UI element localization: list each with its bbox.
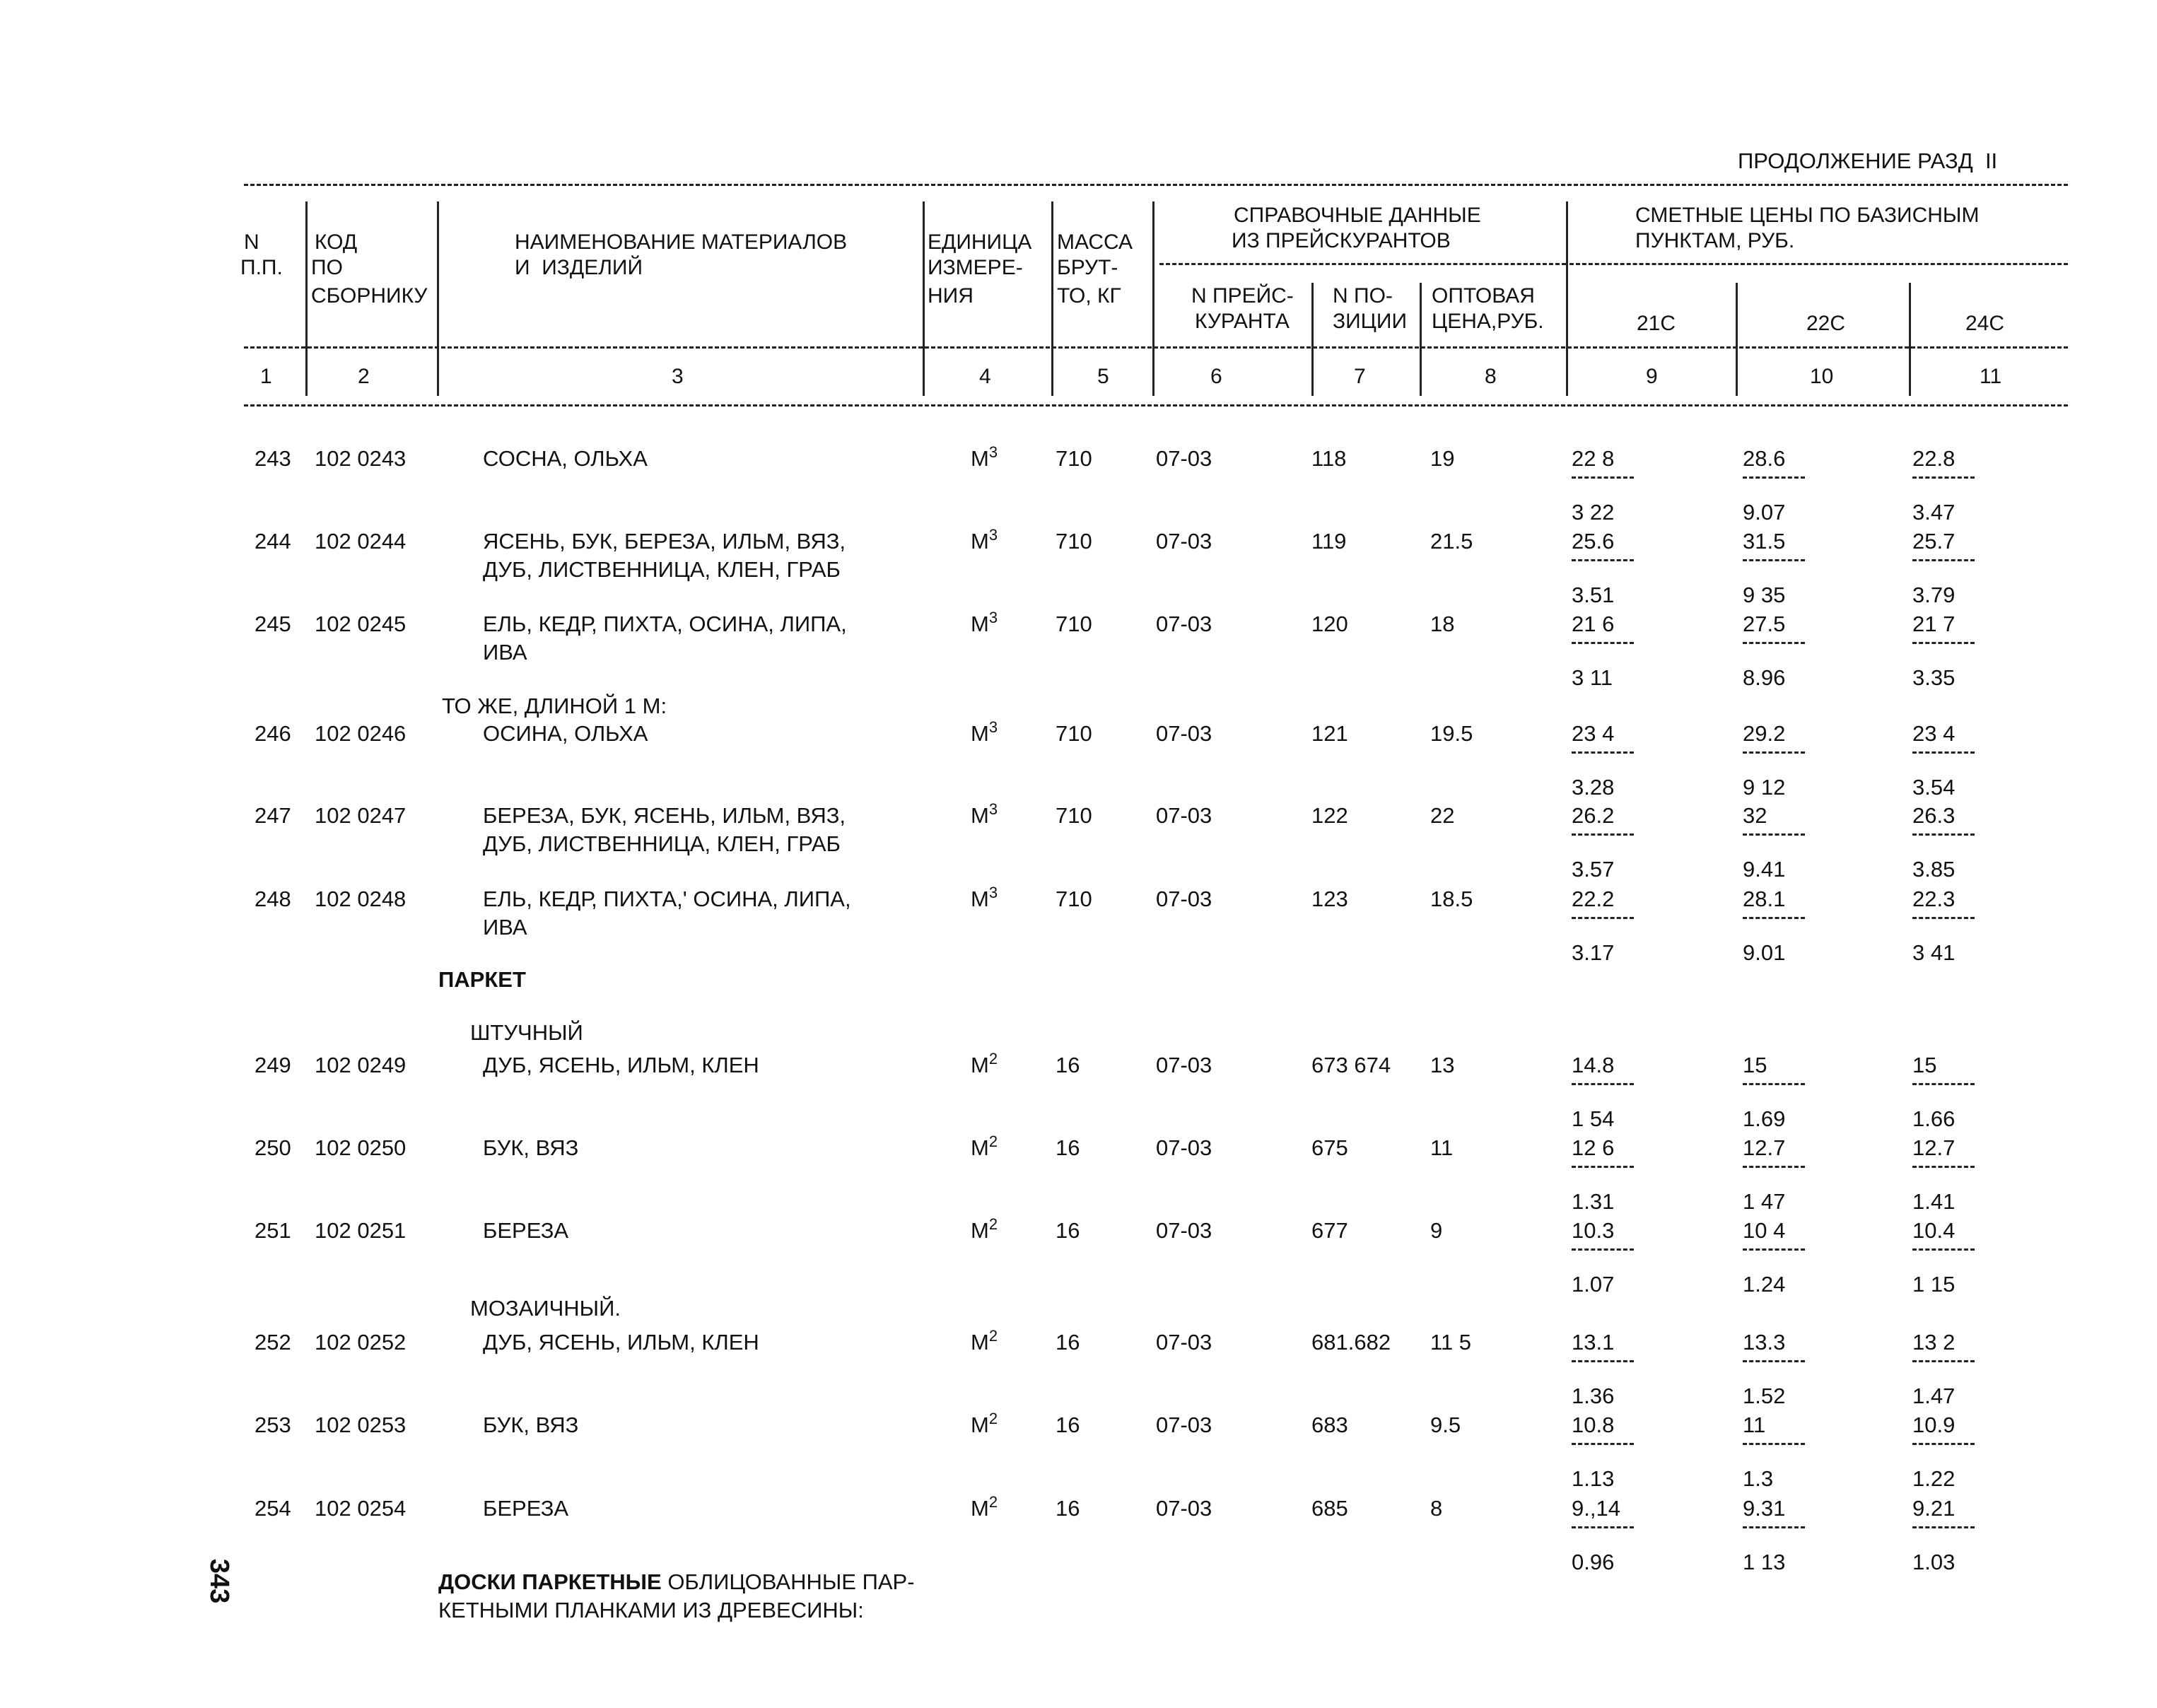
col2-header-line3: СБОРНИКУ [311, 284, 428, 308]
row-p24-numerator: 21 7 [1912, 612, 1956, 636]
row-mass: 710 [1056, 721, 1092, 746]
group-label-parquet: ПАРКЕТ [438, 967, 526, 992]
row-wholesale-price: 19.5 [1430, 721, 1473, 746]
row-unit [971, 884, 998, 911]
row-p24-numerator: 10.9 [1912, 1412, 1956, 1437]
row-unit-power: 3 [988, 718, 998, 736]
row-unit-power: 2 [988, 1215, 998, 1233]
col3-header-line1: НАИМЕНОВАНИЕ МАТЕРИАЛОВ [515, 230, 848, 254]
fraction-rule [1572, 1166, 1634, 1168]
fraction-rule [1572, 833, 1634, 836]
row-p21-denominator: 1.31 [1572, 1189, 1615, 1214]
row-number: 250 [255, 1135, 291, 1160]
col-number-4: 4 [979, 365, 991, 388]
row-unit-letter: М [971, 612, 989, 636]
col5-header-line1: МАССА [1057, 230, 1133, 254]
fraction-rule [1912, 476, 1975, 479]
row-unit-letter: М [971, 803, 989, 828]
fraction-rule [1743, 559, 1805, 561]
row-name-line: ЕЛЬ, КЕДР, ПИХТА,' ОСИНА, ЛИПА, [483, 887, 851, 911]
row-pricelist-number: 07-03 [1156, 1218, 1212, 1243]
boards-bold-text: ДОСКИ ПАРКЕТНЫЕ [438, 1569, 662, 1594]
row-code: 102 0245 [315, 612, 407, 636]
row-code: 102 0249 [315, 1053, 407, 1077]
fraction-rule [1743, 1248, 1805, 1251]
fraction-rule [1572, 1248, 1634, 1251]
row-p24-denominator: 1 15 [1912, 1272, 1956, 1297]
row-p22-numerator: 10 4 [1743, 1218, 1786, 1243]
fraction-rule [1912, 751, 1975, 754]
row-mass: 16 [1056, 1496, 1080, 1521]
row-pricelist-number: 07-03 [1156, 1496, 1212, 1521]
row-p22-denominator: 9.01 [1743, 940, 1786, 965]
fraction-rule [1743, 833, 1805, 836]
row-pricelist-number: 07-03 [1156, 529, 1212, 554]
row-mass: 710 [1056, 612, 1092, 636]
row-unit [971, 609, 998, 636]
row-p24-numerator: 12.7 [1912, 1135, 1956, 1160]
row-unit-letter: М [971, 1218, 989, 1243]
row-pricelist-number: 07-03 [1156, 721, 1212, 746]
fraction-rule [1743, 1360, 1805, 1362]
header-divider [923, 201, 925, 396]
row-p21-numerator: 14.8 [1572, 1053, 1615, 1077]
group-label-mosaic: МОЗАИЧНЫЙ. [470, 1296, 621, 1321]
row-name-line: СОСНА, ОЛЬХА [483, 446, 648, 471]
row-p24-denominator: 1.22 [1912, 1466, 1956, 1491]
header-divider [437, 201, 439, 396]
row-unit [971, 1410, 998, 1437]
col9-header: 21С [1637, 312, 1676, 335]
page-number: 343 [204, 1558, 235, 1604]
row-unit-power: 3 [988, 800, 998, 818]
row-number: 247 [255, 803, 291, 828]
row-name-line: БЕРЕЗА [483, 1496, 569, 1521]
row-wholesale-price: 22 [1430, 803, 1455, 828]
row-wholesale-price: 9 [1430, 1218, 1443, 1243]
fraction-rule [1572, 476, 1634, 479]
row-p24-numerator: 26.3 [1912, 803, 1956, 828]
row-pricelist-number: 07-03 [1156, 1412, 1212, 1437]
row-p21-numerator: 25.6 [1572, 529, 1615, 554]
row-code: 102 0247 [315, 803, 407, 828]
row-number: 244 [255, 529, 291, 554]
row-unit-letter: М [971, 1135, 989, 1160]
row-position-number: 123 [1311, 887, 1348, 911]
row-unit [971, 1133, 998, 1160]
col6-header-line2: КУРАНТА [1195, 310, 1290, 333]
row-name-line: ОСИНА, ОЛЬХА [483, 721, 648, 746]
row-code: 102 0243 [315, 446, 407, 471]
row-unit-power: 2 [988, 1050, 998, 1068]
fraction-rule [1743, 751, 1805, 754]
row-p22-denominator: 1.52 [1743, 1384, 1786, 1408]
row-unit-letter: М [971, 1412, 989, 1437]
row-number: 254 [255, 1496, 291, 1521]
col2-header-line2: ПО [311, 256, 343, 279]
col4-header-line2: ИЗМЕРЕ- [928, 256, 1023, 279]
row-name-line: ЕЛЬ, КЕДР, ПИХТА, ОСИНА, ЛИПА, [483, 612, 847, 636]
fraction-rule [1743, 1443, 1805, 1445]
col8-header-line2: ЦЕНА,РУБ. [1432, 310, 1544, 333]
header-mid-rule [244, 346, 2068, 349]
row-unit [971, 1493, 998, 1521]
row-code: 102 0244 [315, 529, 407, 554]
row-unit [971, 526, 998, 554]
row-p22-denominator: 1.24 [1743, 1272, 1786, 1297]
col5-header-line3: ТО, КГ [1057, 284, 1121, 308]
row-unit-power: 2 [988, 1327, 998, 1345]
row-unit-power: 3 [988, 609, 998, 626]
row-pricelist-number: 07-03 [1156, 446, 1212, 471]
row-name-line: ДУБ, ЛИСТВЕННИЦА, КЛЕН, ГРАБ [483, 831, 841, 856]
col-number-6: 6 [1210, 365, 1222, 388]
row-wholesale-price: 18 [1430, 612, 1455, 636]
col-number-5: 5 [1097, 365, 1109, 388]
row-mass: 16 [1056, 1330, 1080, 1355]
fraction-rule [1743, 642, 1805, 644]
fraction-rule [1743, 1166, 1805, 1168]
row-p24-numerator: 9.21 [1912, 1496, 1956, 1521]
row-code: 102 0248 [315, 887, 407, 911]
row-p21-numerator: 22.2 [1572, 887, 1615, 911]
row-number: 246 [255, 721, 291, 746]
row-p21-denominator: 3.17 [1572, 940, 1615, 965]
row-p22-numerator: 28.6 [1743, 446, 1786, 471]
row-p22-numerator: 32 [1743, 803, 1767, 828]
row-p21-denominator: 1 54 [1572, 1106, 1615, 1131]
row-p22-numerator: 15 [1743, 1053, 1767, 1077]
row-p22-numerator: 29.2 [1743, 721, 1786, 746]
row-p21-numerator: 21 6 [1572, 612, 1615, 636]
header-divider [1909, 283, 1911, 396]
row-number: 245 [255, 612, 291, 636]
row-p24-numerator: 22.3 [1912, 887, 1956, 911]
row-p21-numerator: 13.1 [1572, 1330, 1615, 1355]
row-p22-numerator: 11 [1743, 1412, 1766, 1437]
row-number: 248 [255, 887, 291, 911]
row-p21-numerator: 26.2 [1572, 803, 1615, 828]
fraction-rule [1912, 1526, 1975, 1528]
row-position-number: 675 [1311, 1135, 1348, 1160]
header-divider [1051, 201, 1053, 396]
row-p24-denominator: 3.85 [1912, 857, 1956, 882]
row-pricelist-number: 07-03 [1156, 1053, 1212, 1077]
col11-header: 24С [1965, 312, 2005, 335]
row-p21-numerator: 23 4 [1572, 721, 1615, 746]
row-p21-denominator: 1.13 [1572, 1466, 1615, 1491]
row-p22-numerator: 12.7 [1743, 1135, 1786, 1160]
col10-header: 22С [1806, 312, 1846, 335]
row-p21-denominator: 3.28 [1572, 775, 1615, 800]
row-position-number: 677 [1311, 1218, 1348, 1243]
row-unit-power: 2 [988, 1410, 998, 1427]
row-wholesale-price: 11 [1430, 1135, 1454, 1160]
ref-group-rule [1159, 263, 1566, 265]
row-mass: 16 [1056, 1135, 1080, 1160]
row-p24-numerator: 15 [1912, 1053, 1937, 1077]
row-p22-numerator: 27.5 [1743, 612, 1786, 636]
row-p24-denominator: 3.79 [1912, 583, 1956, 607]
ref-group-header-line2: ИЗ ПРЕЙСКУРАНТОВ [1232, 229, 1451, 252]
row-mass: 710 [1056, 446, 1092, 471]
row-p24-denominator: 1.41 [1912, 1189, 1956, 1214]
row-p22-numerator: 31.5 [1743, 529, 1786, 554]
row-p21-denominator: 3.57 [1572, 857, 1615, 882]
row-code: 102 0253 [315, 1412, 407, 1437]
col-number-1: 1 [260, 365, 272, 388]
row-p24-denominator: 3.54 [1912, 775, 1956, 800]
fraction-rule [1743, 1526, 1805, 1528]
row-p22-denominator: 1 47 [1743, 1189, 1786, 1214]
row-position-number: 683 [1311, 1412, 1348, 1437]
row-unit-letter: М [971, 529, 989, 554]
ref-group-header-line1: СПРАВОЧНЫЕ ДАННЫЕ [1234, 204, 1481, 227]
row-name-line: ЯСЕНЬ, БУК, БЕРЕЗА, ИЛЬМ, ВЯЗ, [483, 529, 846, 554]
row-p22-denominator: 9 12 [1743, 775, 1786, 800]
row-p21-denominator: 1.36 [1572, 1384, 1615, 1408]
row-position-number: 122 [1311, 803, 1348, 828]
fraction-rule [1912, 1248, 1975, 1251]
row-p24-denominator: 1.03 [1912, 1550, 1956, 1574]
col-number-7: 7 [1354, 365, 1366, 388]
row-unit-power: 2 [988, 1493, 998, 1511]
row-name-line: ДУБ, ЛИСТВЕННИЦА, КЛЕН, ГРАБ [483, 557, 841, 582]
row-code: 102 0252 [315, 1330, 407, 1355]
row-wholesale-price: 18.5 [1430, 887, 1473, 911]
row-position-number: 685 [1311, 1496, 1348, 1521]
row-p24-numerator: 22.8 [1912, 446, 1956, 471]
row-p24-numerator: 10.4 [1912, 1218, 1956, 1243]
header-bottom-rule [244, 404, 2068, 406]
fraction-rule [1572, 642, 1634, 644]
row-p24-denominator: 3.47 [1912, 500, 1956, 525]
col5-header-line2: БРУТ- [1057, 256, 1118, 279]
row-p21-denominator: 3 11 [1572, 665, 1613, 690]
header-divider [1311, 283, 1314, 396]
row-unit-letter: М [971, 887, 989, 911]
fraction-rule [1572, 559, 1634, 561]
row-p22-denominator: 1 13 [1743, 1550, 1786, 1574]
row-p24-denominator: 1.47 [1912, 1384, 1956, 1408]
price-group-rule [1569, 263, 2068, 265]
header-divider [1566, 201, 1568, 396]
fraction-rule [1912, 1083, 1975, 1085]
row-unit-letter: М [971, 1330, 989, 1355]
header-divider [1420, 283, 1422, 396]
col3-header-line2: И ИЗДЕЛИЙ [515, 256, 643, 279]
row-mass: 16 [1056, 1053, 1080, 1077]
header-top-rule [244, 184, 2068, 186]
fraction-rule [1572, 751, 1634, 754]
row-p24-denominator: 1.66 [1912, 1106, 1956, 1131]
row-name-line: БЕРЕЗА [483, 1218, 569, 1243]
row-pricelist-number: 07-03 [1156, 887, 1212, 911]
row-unit-letter: М [971, 1053, 989, 1077]
boards-rest-text: ОБЛИЦОВАННЫЕ ПАР- [661, 1569, 915, 1594]
fraction-rule [1912, 1443, 1975, 1445]
row-wholesale-price: 8 [1430, 1496, 1443, 1521]
row-code: 102 0250 [315, 1135, 407, 1160]
group-label-boards-line1 [438, 1571, 915, 1593]
row-p22-denominator: 1.3 [1743, 1466, 1774, 1491]
fraction-rule [1572, 1360, 1634, 1362]
col8-header-line1: ОПТОВАЯ [1432, 284, 1535, 308]
row-wholesale-price: 19 [1430, 446, 1455, 471]
row-pricelist-number: 07-03 [1156, 803, 1212, 828]
row-name-line: ДУБ, ЯСЕНЬ, ИЛЬМ, КЛЕН [483, 1053, 759, 1077]
row-pricelist-number: 07-03 [1156, 1135, 1212, 1160]
row-p21-numerator: 10.8 [1572, 1412, 1615, 1437]
fraction-rule [1572, 1443, 1634, 1445]
row-code: 102 0251 [315, 1218, 407, 1243]
row-code: 102 0254 [315, 1496, 407, 1521]
fraction-rule [1572, 917, 1634, 919]
row-p21-numerator: 12 6 [1572, 1135, 1615, 1160]
row-unit-power: 3 [988, 884, 998, 901]
col7-header-line2: ЗИЦИИ [1333, 310, 1407, 333]
fraction-rule [1912, 1360, 1975, 1362]
row-position-number: 119 [1311, 529, 1347, 554]
col1-header-line2: П.П. [240, 256, 283, 279]
row-p24-numerator: 25.7 [1912, 529, 1956, 554]
row-unit-letter: М [971, 1496, 989, 1521]
row-number: 253 [255, 1412, 291, 1437]
header-divider [305, 361, 308, 392]
row-unit-power: 3 [988, 526, 998, 544]
row-name-line: БУК, ВЯЗ [483, 1412, 579, 1437]
row-p24-numerator: 13 2 [1912, 1330, 1956, 1355]
row-p22-numerator: 28.1 [1743, 887, 1786, 911]
row-wholesale-price: 13 [1430, 1053, 1455, 1077]
row-position-number: 681.682 [1311, 1330, 1391, 1355]
row-number: 249 [255, 1053, 291, 1077]
col2-header-line1: КОД [315, 230, 358, 254]
fraction-rule [1743, 917, 1805, 919]
row-p21-denominator: 3.51 [1572, 583, 1615, 607]
row-unit [971, 443, 998, 471]
row-mass: 16 [1056, 1218, 1080, 1243]
group-label-piece: ШТУЧНЫЙ [470, 1020, 583, 1045]
row-p21-numerator: 9.,14 [1572, 1496, 1620, 1521]
row-wholesale-price: 9.5 [1430, 1412, 1461, 1437]
col6-header-line1: N ПРЕЙС- [1191, 284, 1294, 308]
row-position-number: 120 [1311, 612, 1348, 636]
fraction-rule [1912, 833, 1975, 836]
row-wholesale-price: 11 5 [1430, 1330, 1472, 1355]
fraction-rule [1572, 1526, 1634, 1528]
row-code: 102 0246 [315, 721, 407, 746]
row-unit [971, 1050, 998, 1077]
row-position-number: 121 [1311, 721, 1348, 746]
row-number: 252 [255, 1330, 291, 1355]
row-position-number: 673 674 [1311, 1053, 1391, 1077]
row-unit-power: 2 [988, 1133, 998, 1150]
fraction-rule [1912, 917, 1975, 919]
col4-header-line3: НИЯ [928, 284, 974, 308]
col4-header-line1: ЕДИНИЦА [928, 230, 1032, 254]
row-p24-denominator: 3 41 [1912, 940, 1956, 965]
row-p22-denominator: 8.96 [1743, 665, 1786, 690]
group-label-same-1m: ТО ЖЕ, ДЛИНОЙ 1 М: [442, 694, 667, 718]
row-p21-numerator: 10.3 [1572, 1218, 1615, 1243]
row-unit [971, 1327, 998, 1355]
row-name-line: БУК, ВЯЗ [483, 1135, 579, 1160]
col1-header-line1: N [244, 230, 259, 254]
fraction-rule [1912, 559, 1975, 561]
row-p24-denominator: 3.35 [1912, 665, 1956, 690]
header-divider [1152, 201, 1155, 396]
row-number: 243 [255, 446, 291, 471]
row-wholesale-price: 21.5 [1430, 529, 1473, 554]
row-mass: 710 [1056, 887, 1092, 911]
row-unit [971, 718, 998, 746]
price-group-header-line2: ПУНКТАМ, РУБ. [1635, 229, 1795, 252]
row-unit-power: 3 [988, 443, 998, 461]
row-unit [971, 1215, 998, 1243]
row-unit [971, 800, 998, 828]
row-p22-denominator: 9 35 [1743, 583, 1786, 607]
row-mass: 710 [1056, 803, 1092, 828]
row-pricelist-number: 07-03 [1156, 612, 1212, 636]
fraction-rule [1572, 1083, 1634, 1085]
group-label-boards-line2: КЕТНЫМИ ПЛАНКАМИ ИЗ ДРЕВЕСИНЫ: [438, 1598, 864, 1622]
col-number-8: 8 [1485, 365, 1497, 388]
row-name-line: ИВА [483, 640, 527, 665]
row-number: 251 [255, 1218, 291, 1243]
row-pricelist-number: 07-03 [1156, 1330, 1212, 1355]
section-caption: ПРОДОЛЖЕНИЕ РАЗД II [1738, 148, 1998, 173]
row-name-line: ДУБ, ЯСЕНЬ, ИЛЬМ, КЛЕН [483, 1330, 759, 1355]
row-mass: 16 [1056, 1412, 1080, 1437]
row-p22-numerator: 13.3 [1743, 1330, 1786, 1355]
row-unit-letter: М [971, 721, 989, 746]
col-number-11: 11 [1980, 365, 2002, 388]
row-name-line: БЕРЕЗА, БУК, ЯСЕНЬ, ИЛЬМ, ВЯЗ, [483, 803, 846, 828]
row-p21-denominator: 3 22 [1572, 500, 1615, 525]
fraction-rule [1743, 1083, 1805, 1085]
price-group-header-line1: СМЕТНЫЕ ЦЕНЫ ПО БАЗИСНЫМ [1635, 204, 1980, 227]
row-p22-denominator: 1.69 [1743, 1106, 1786, 1131]
col-number-3: 3 [672, 365, 684, 388]
row-p22-denominator: 9.41 [1743, 857, 1786, 882]
col-number-9: 9 [1646, 365, 1658, 388]
row-p21-denominator: 1.07 [1572, 1272, 1615, 1297]
fraction-rule [1912, 1166, 1975, 1168]
row-mass: 710 [1056, 529, 1092, 554]
col-number-2: 2 [358, 365, 370, 388]
row-position-number: 118 [1311, 446, 1347, 471]
col-number-10: 10 [1810, 365, 1834, 388]
row-p22-numerator: 9.31 [1743, 1496, 1786, 1521]
header-divider [1736, 283, 1738, 396]
row-p24-numerator: 23 4 [1912, 721, 1956, 746]
row-unit-letter: М [971, 446, 989, 471]
row-p22-denominator: 9.07 [1743, 500, 1786, 525]
fraction-rule [1743, 476, 1805, 479]
row-p21-denominator: 0.96 [1572, 1550, 1615, 1574]
col7-header-line1: N ПО- [1333, 284, 1393, 308]
row-name-line: ИВА [483, 915, 527, 940]
fraction-rule [1912, 642, 1975, 644]
row-p21-numerator: 22 8 [1572, 446, 1615, 471]
